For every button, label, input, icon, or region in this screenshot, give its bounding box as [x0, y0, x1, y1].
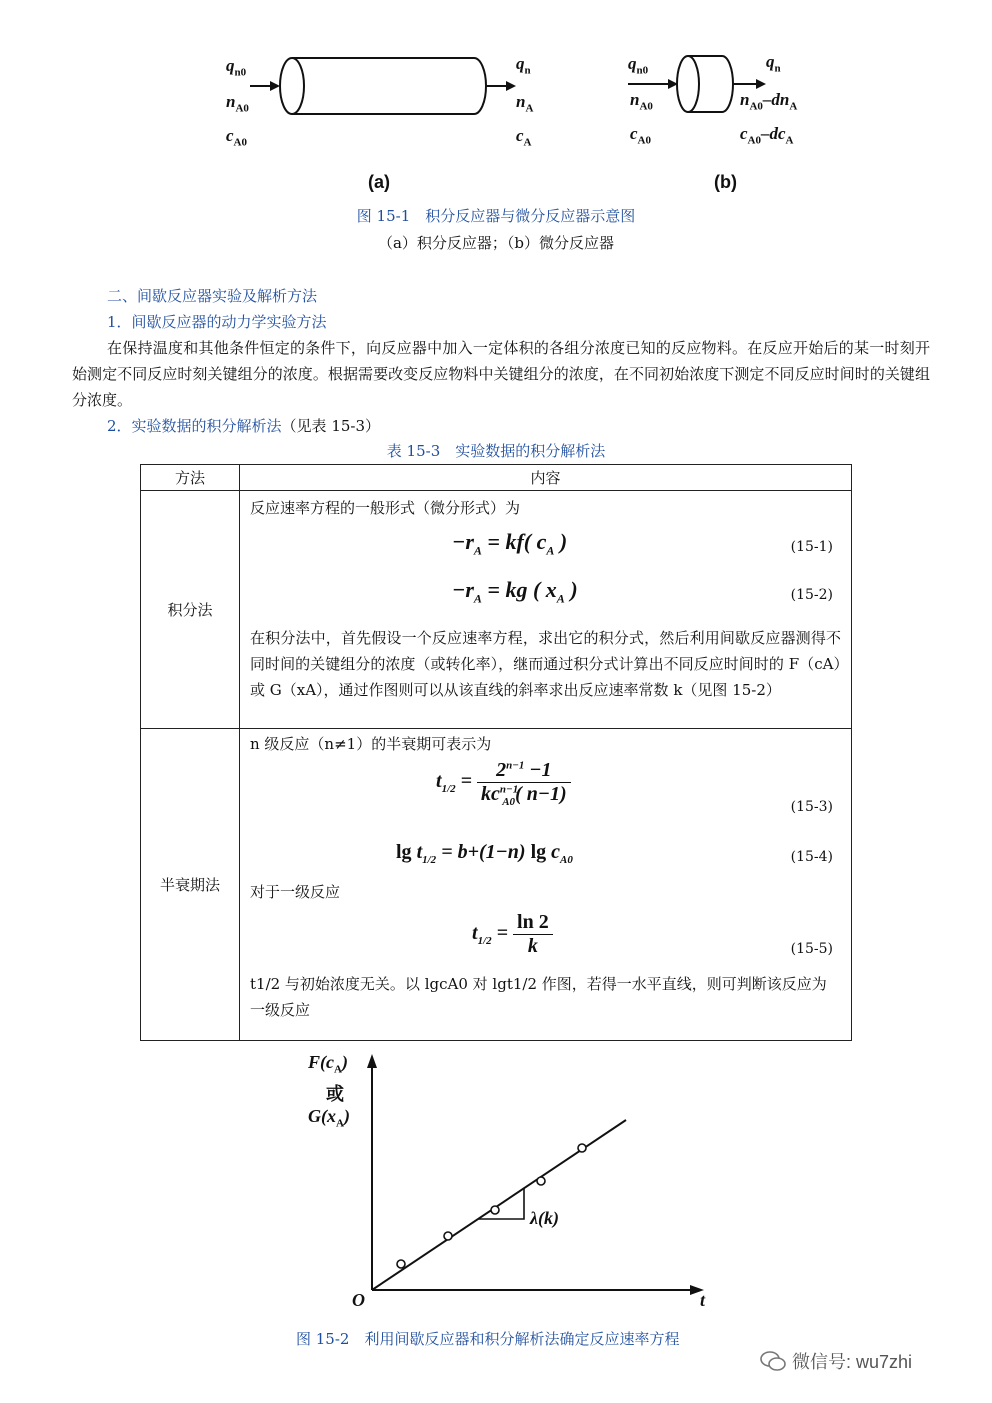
method-half-life: 半衰期法 — [141, 729, 240, 1041]
origin-label: O — [352, 1290, 365, 1310]
section-heading: 二、间歇反应器实验及解析方法 — [107, 287, 318, 305]
x-label: t — [700, 1290, 706, 1310]
data-point — [444, 1232, 452, 1240]
content-half-life — [240, 729, 852, 1041]
subsection-1-heading: 1．间歇反应器的动力学实验方法 — [107, 313, 327, 331]
content-integral — [240, 491, 852, 729]
col-header-method: 方法 — [141, 465, 240, 491]
equation-15-3: $t_{1/2}$ = $\frac{2^{n-1} -1}{kc^{n-1}_{A0}( n-1)}$ (15-3) — [436, 759, 833, 815]
label-b-cA0-dcA: $c_{A0}-dc_A$ — [740, 124, 794, 147]
y-label-G: $G(x_A)$ — [308, 1106, 350, 1130]
data-point — [491, 1206, 499, 1214]
label-a-cA0: $c_{A0}$ — [226, 126, 247, 149]
slope-label: λ(k) — [530, 1208, 559, 1228]
figure-15-1-subcaption: （a）积分反应器；（b）微分反应器 — [377, 234, 615, 252]
col-header-content: 内容 — [240, 465, 852, 491]
label-b-qn0: $q_{n0}$ — [628, 54, 649, 77]
fit-line — [372, 1120, 626, 1290]
label-b-nA0-dnA: $n_{A0}-dn_A$ — [740, 90, 798, 113]
wechat-icon — [760, 1350, 786, 1372]
wechat-watermark: 微信号: wu7zhi — [760, 1348, 912, 1374]
integral-reactor-cylinder — [280, 58, 486, 114]
label-a-qn: $q_n$ — [516, 54, 531, 77]
data-point — [397, 1260, 405, 1268]
equation-15-2: $-r_A$ = kg ( $x_A$ ) (15-2) — [452, 577, 833, 606]
rate-plot — [0, 1040, 992, 1320]
label-b-qn: $q_n$ — [766, 52, 781, 75]
figure-15-1-caption: 图 15-1 积分反应器与微分反应器示意图 — [356, 207, 636, 225]
y-axis-arrow — [367, 1054, 377, 1068]
label-b-nA0: $n_{A0}$ — [630, 90, 653, 113]
label-a-qn0: $q_{n0}$ — [226, 56, 247, 79]
label-a-cA: $c_A$ — [516, 126, 532, 149]
equation-15-1: $-r_A = kf$( $c_A$ ) (15-1) — [452, 529, 833, 558]
reactor-diagram — [0, 0, 992, 200]
equation-15-4: $\lg t_{1/2} = b+(1-n)$ $\lg c_{A0}$ (15-4) — [396, 841, 833, 866]
subsection-2-heading: 2．实验数据的积分解析法（见表 15-3） — [107, 417, 381, 435]
integral-explanation: 在积分法中，首先假设一个反应速率方程，求出它的积分式，然后利用间歇反应器测得不同时间的关键组分的浓度（或转化率），继而通过积分式计算出不同反应时间时的 F（cA）或 G（xA），通过作图则可以从该直线的斜率求出反应速率常数 k（见图 15-2） — [250, 629, 841, 699]
figure-15-2-caption: 图 15-2 利用间歇反应器和积分解析法确定反应速率方程 — [296, 1330, 680, 1348]
panel-b-label: (b) — [714, 172, 737, 192]
method-integral: 积分法 — [141, 491, 240, 729]
analysis-table — [140, 464, 852, 1041]
half-life-intro: n 级反应（n≠1）的半衰期可表示为 — [250, 735, 492, 753]
label-a-nA: $n_A$ — [516, 92, 534, 115]
differential-reactor-cylinder — [677, 56, 733, 112]
label-b-cA0: $c_{A0}$ — [630, 124, 651, 147]
first-order-label: 对于一级反应 — [250, 883, 341, 901]
integral-intro: 反应速率方程的一般形式（微分形式）为 — [250, 499, 521, 517]
table-title: 表 15-3 实验数据的积分解析法 — [386, 442, 606, 460]
panel-a-label: (a) — [368, 172, 390, 192]
method-paragraph: 在保持温度和其他条件恒定的条件下，向反应器中加入一定体积的各组分浓度已知的反应物料。在反应开始后的某一时刻开始测定不同反应时刻关键组分的浓度。根据需要改变反应物料中关键组分的浓度，在不同初始浓度下测定不同反应时间时的关键组分浓度。 — [72, 339, 930, 409]
y-label-F: $F(c_A)$ — [308, 1052, 348, 1076]
data-point — [537, 1177, 545, 1185]
equation-15-5: $t_{1/2}$ = $\frac{\ln 2}{k}$ (15-5) — [472, 911, 833, 957]
data-point — [578, 1144, 586, 1152]
y-label-or: 或 — [326, 1084, 344, 1105]
label-a-nA0: $n_{A0}$ — [226, 92, 249, 115]
half-life-conclusion: t1/2 与初始浓度无关。以 lgcA0 对 lgt1/2 作图，若得一水平直线，则可判断该反应为一级反应 — [250, 975, 827, 1019]
